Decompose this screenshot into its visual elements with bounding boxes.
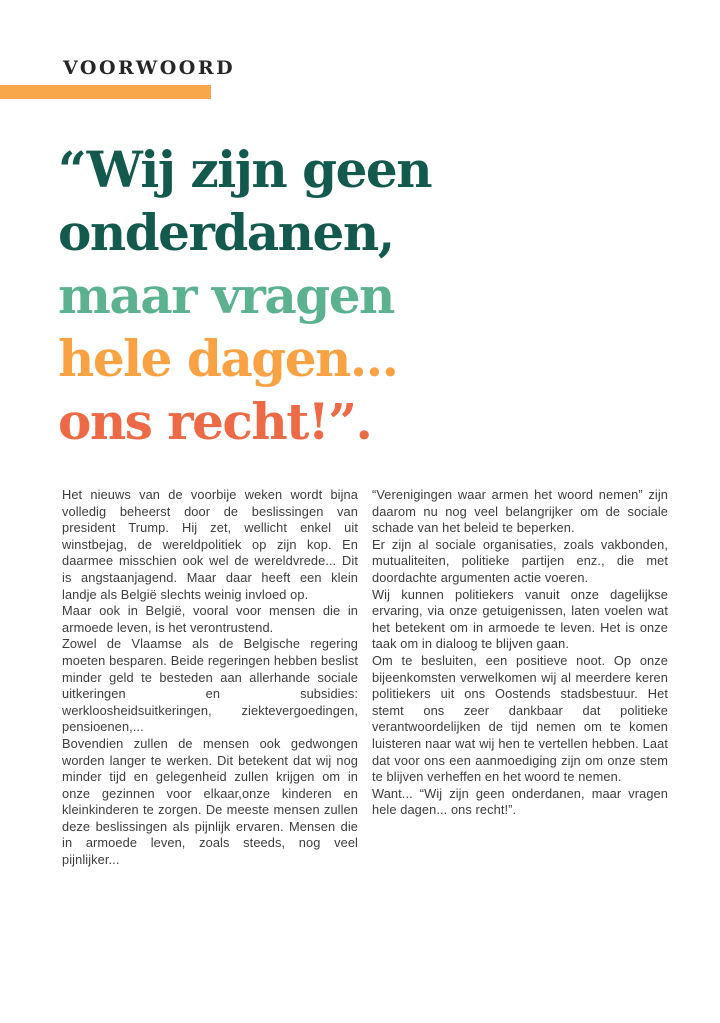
headline-quote bbox=[58, 138, 678, 453]
paragraph: Het nieuws van de voorbije weken wordt bijna volledig beheerst door de beslissingen van president Trump. Hij zet, wellicht enkel uit winstbejag, de wereldpolitiek op zijn kop. En daarmee misschien ook wel de wereldvrede... Dit is angstaanjagend. Maar daar heeft een klein landje als België slechts weinig invloed op. bbox=[62, 487, 358, 602]
paragraph: Wij kunnen politiekers vanuit onze dagelijkse ervaring, via onze getuigenissen, laten voelen wat het betekent om in armoede te leven. Het is onze taak om in dialoog te blijven gaan. bbox=[372, 586, 668, 652]
headline-line-5: ons recht!”. bbox=[58, 392, 372, 451]
headline-line-3: maar vragen bbox=[58, 266, 394, 325]
paragraph: “Verenigingen waar armen het woord nemen” zijn daarom nu nog veel belangrijker om de sociale schade van het beleid te beperken. bbox=[372, 487, 668, 536]
paragraph: Maar ook in België, vooral voor mensen die in armoede leven, is het verontrustend. bbox=[62, 603, 358, 635]
headline-line-1: “Wij zijn geen bbox=[58, 140, 432, 199]
paragraph: Er zijn al sociale organisaties, zoals vakbonden, mutualiteiten, politieke partijen enz., die met doordachte argumenten actie voeren. bbox=[372, 536, 668, 585]
headline-line-2: onderdanen, bbox=[58, 203, 394, 262]
body-columns bbox=[62, 487, 668, 869]
paragraph: Want... “Wij zijn geen onderdanen, maar vragen hele dagen... ons recht!”. bbox=[372, 785, 668, 818]
headline-line-4: hele dagen... bbox=[58, 329, 398, 388]
paragraph: Om te besluiten, een positieve noot. Op onze bijeenkomsten verwelkomen wij al meerdere keren politiekers uit ons Oostends stadsbestuur. Het stemt ons zeer dankbaar dat politieke verantwoordelijken de tijd nemen om te komen luisteren naar wat wij hen te vertellen hebben. Laat dat voor ons een aanmoediging zijn om onze stem te blijven verheffen en het woord te nemen. bbox=[372, 652, 668, 785]
accent-bar bbox=[0, 85, 211, 99]
paragraph: Zowel de Vlaamse als de Belgische regering moeten besparen. Beide regeringen hebben beslist minder geld te besteden aan allerhande sociale uitkeringen en subsidies: werkloosheidsuitkeringen, ziektevergoedingen, pensioenen,... bbox=[62, 636, 358, 735]
section-kicker: VOORWOORD bbox=[63, 57, 236, 79]
paragraph: Bovendien zullen de mensen ook gedwongen worden langer te werken. Dit betekent dat wij nog minder tijd en gelegenheid zullen krijgen om in onze gezinnen voor elkaar,onze kinderen en kleinkinderen te zorgen. De meeste mensen zullen deze beslissingen als pijnlijk ervaren. Mensen die in armoede leven, zoals steeds, nog veel pijnlijker... bbox=[62, 735, 358, 868]
body-column-right bbox=[372, 487, 668, 869]
body-column-left bbox=[62, 487, 358, 869]
